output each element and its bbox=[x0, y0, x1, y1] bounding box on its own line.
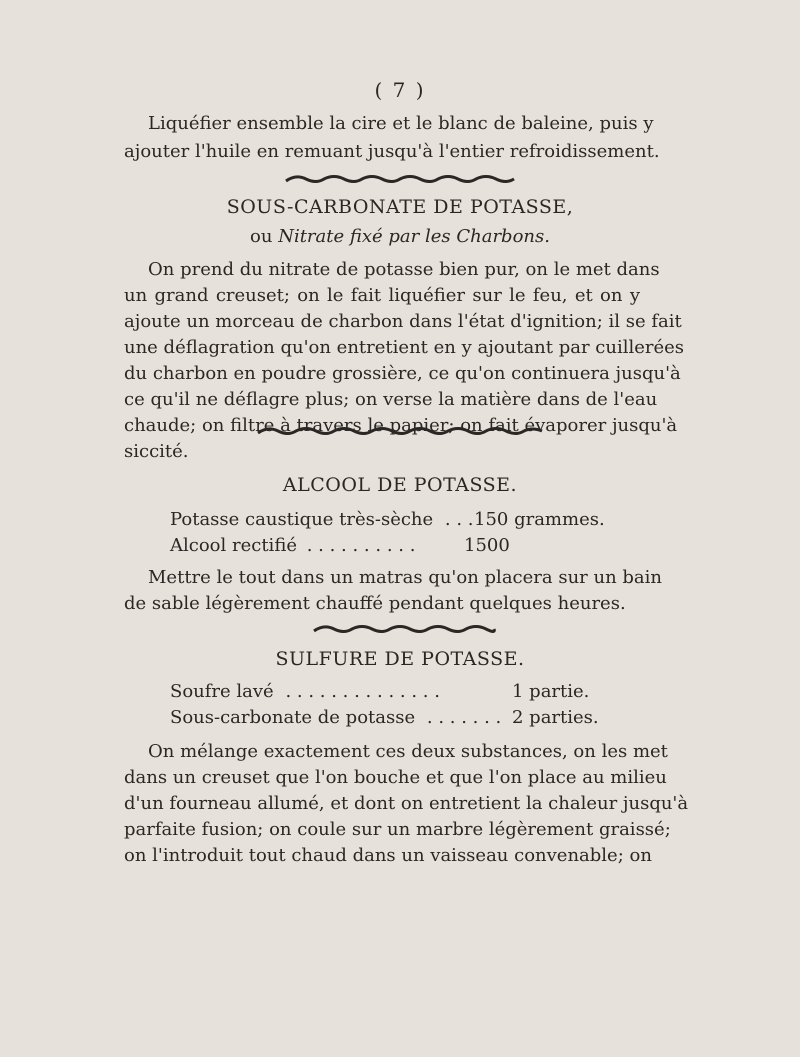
recipe-leader: . . . . . . . . . . . . . . bbox=[285, 681, 440, 702]
body-line: d'un fourneau allumé, et dont on entretient la chaleur jusqu'à bbox=[124, 793, 689, 814]
ornament-divider bbox=[312, 622, 496, 636]
recipe-leader: . . . . . . . bbox=[426, 707, 502, 728]
recipe-quantity: 150 grammes. bbox=[474, 509, 605, 530]
section-title-sous-carbonate: SOUS-CARBONATE DE POTASSE, bbox=[226, 196, 574, 218]
body-line: On prend du nitrate de potasse bien pur, on le met dans bbox=[148, 259, 660, 280]
intro-line-2: ajouter l'huile en remuant jusqu'à l'entier refroidissement. bbox=[124, 141, 660, 162]
body-line: ajoute un morceau de charbon dans l'état d'ignition; il se fait bbox=[124, 311, 682, 332]
body-line: de sable légèrement chauffé pendant quelques heures. bbox=[124, 593, 626, 614]
recipe-row bbox=[170, 680, 440, 704]
section-title-sulfure: SULFURE DE POTASSE. bbox=[275, 648, 525, 670]
section-subtitle bbox=[0, 226, 800, 247]
ornament-divider bbox=[284, 172, 516, 186]
recipe-ingredient: Soufre lavé bbox=[170, 681, 274, 702]
recipe-quantity: 1 partie. bbox=[512, 681, 590, 702]
body-line: on l'introduit tout chaud dans un vaisseau convenable; on bbox=[124, 845, 652, 866]
body-line: Mettre le tout dans un matras qu'on placera sur un bain bbox=[148, 567, 663, 588]
body-line: une déflagration qu'on entretient en y ajoutant par cuillerées bbox=[124, 337, 685, 358]
recipe-quantity: 2 parties. bbox=[512, 707, 599, 728]
recipe-row bbox=[170, 534, 415, 558]
recipe-row bbox=[170, 706, 501, 730]
body-line: du charbon en poudre grossière, ce qu'on continuera jusqu'à bbox=[124, 363, 681, 384]
page-number: ( 7 ) bbox=[374, 78, 426, 102]
body-line: un grand creuset; on le fait liquéfier sur le feu, et on y bbox=[124, 285, 640, 306]
subtitle-prefix: ou bbox=[250, 226, 279, 247]
recipe-leader: . . . bbox=[444, 509, 474, 530]
body-line: On mélange exactement ces deux substances, on les met bbox=[148, 741, 668, 762]
recipe-row bbox=[170, 508, 474, 532]
body-line: parfaite fusion; on coule sur un marbre légèrement graissé; bbox=[124, 819, 671, 840]
ornament-divider bbox=[256, 424, 544, 438]
body-line: ce qu'il ne déflagre plus; on verse la matière dans de l'eau bbox=[124, 389, 658, 410]
recipe-quantity: 1500 bbox=[464, 535, 510, 556]
section-title-alcool: ALCOOL DE POTASSE. bbox=[282, 474, 518, 496]
recipe-ingredient: Potasse caustique très-sèche bbox=[170, 509, 434, 530]
body-line: siccité. bbox=[124, 441, 189, 462]
intro-line-1: Liquéfier ensemble la cire et le blanc de baleine, puis y bbox=[148, 113, 654, 134]
body-line: dans un creuset que l'on bouche et que l'on place au milieu bbox=[124, 767, 667, 788]
recipe-ingredient: Alcool rectifié bbox=[170, 535, 297, 556]
body-line: chaude; on filtre à travers le papier; on fait évaporer jusqu'à bbox=[124, 415, 678, 436]
subtitle-italic: Nitrate fixé par les Charbons. bbox=[278, 226, 550, 247]
recipe-ingredient: Sous-carbonate de potasse bbox=[170, 707, 416, 728]
recipe-leader: . . . . . . . . . . bbox=[306, 535, 416, 556]
